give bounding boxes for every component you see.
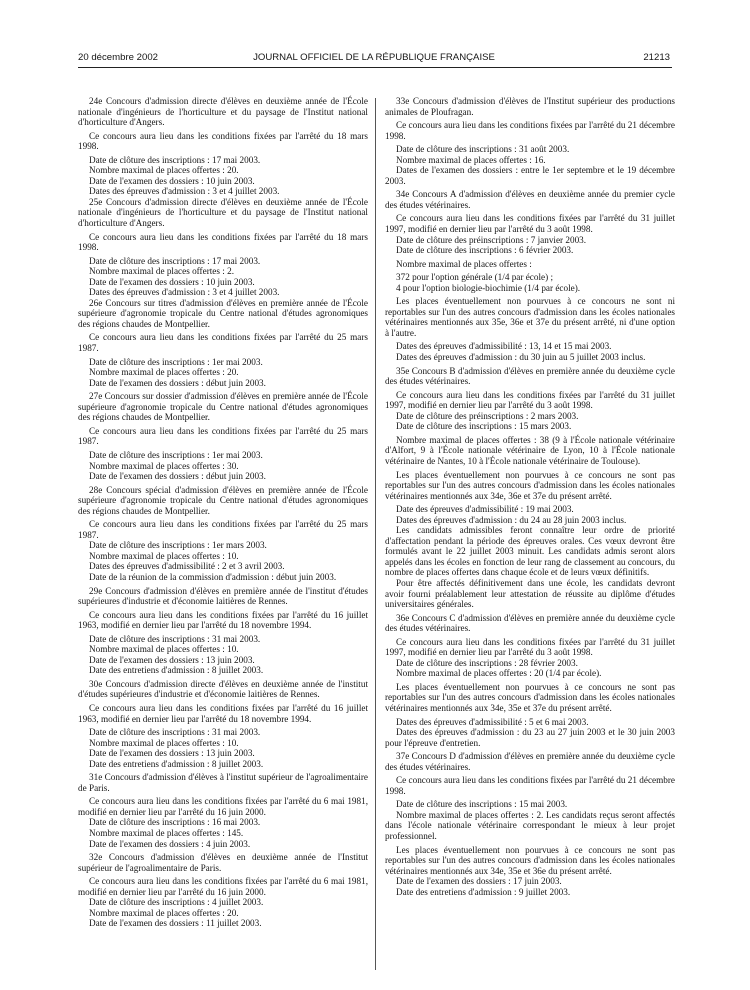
paragraph: Date des entretiens d'admission : 9 juillet 2003. xyxy=(396,886,571,897)
paragraph: Nombre maximal de places offertes : 16. xyxy=(396,154,546,165)
paragraph: 34e Concours A d'admission d'élèves en deuxième année du premier cycle des études vétérinaires. xyxy=(385,189,675,210)
paragraph: 24e Concours d'admission directe d'élèves en deuxième année de l'École nationale d'ingénieurs de l'horticulture et du paysage de l'Institut national d'horticulture d'Angers. xyxy=(78,96,368,128)
paragraph: 33e Concours d'admission d'élèves de l'Institut supérieur des productions animales de Ploufragan. xyxy=(385,96,675,117)
paragraph: Date de clôture des inscriptions : 4 juillet 2003. xyxy=(89,897,264,908)
paragraph: Nombre maximal de places offertes : 30. xyxy=(89,460,239,471)
paragraph: Dates des épreuves d'admissibilité : 2 et 3 avril 2003. xyxy=(89,561,285,572)
paragraph: Date de clôture des inscriptions : 15 mars 2003. xyxy=(396,421,572,432)
paragraph: Les places éventuellement non pourvues à ce concours ne sont pas reportables sur l'un des autres concours d'admission dans les écoles nationales vétérinaires mentionnés aux 34e, 35e et 36e du présent arrêté. xyxy=(385,844,675,876)
paragraph: Ce concours aura lieu dans les conditions fixées par l'arrêté du 6 mai 1981, modifié en dernier lieu par l'arrêté du 16 juin 2000. xyxy=(78,876,368,897)
paragraph: Date de clôture des inscriptions : 28 février 2003. xyxy=(396,657,578,668)
paragraph: 37e Concours D d'admission d'élèves en première année du deuxième cycle des études vétérinaires. xyxy=(385,751,675,772)
paragraph: Nombre maximal de places offertes : 2. xyxy=(89,266,234,277)
paragraph: Date de l'examen des dossiers : 11 juillet 2003. xyxy=(89,918,262,929)
paragraph: Ce concours aura lieu dans les conditions fixées par l'arrêté du 25 mars 1987. xyxy=(78,519,368,540)
paragraph: Ce concours aura lieu dans les conditions fixées par l'arrêté du 16 juillet 1963, modifié en dernier lieu par l'arrêté du 18 novembre 1994. xyxy=(78,702,368,724)
paragraph: Date de l'examen des dossiers : 4 juin 2003. xyxy=(89,838,251,849)
paragraph: Nombre maximal de places offertes : 2. Les candidats reçus seront affectés dans l'école nationale vétérinaire correspondant le mieux à leur projet professionnel. xyxy=(385,809,675,841)
paragraph: Date de l'examen des dossiers : début juin 2003. xyxy=(89,471,266,482)
paragraph: Les places éventuellement non pourvues à ce concours ne sont pas reportables sur l'un des autres concours d'admission dans les écoles nationales vétérinaires mentionnés aux 34e, 36e et 37e du présent arrêté. xyxy=(385,469,675,501)
paragraph: Ce concours aura lieu dans les conditions fixées par l'arrêté du 18 mars 1998. xyxy=(78,130,368,152)
page-header xyxy=(78,52,670,66)
paragraph: 36e Concours C d'admission d'élèves en première année du deuxième cycle des études vétérinaires. xyxy=(385,612,675,634)
paragraph: Les candidats admissibles feront connaître leur ordre de priorité d'affectation pendant la période des épreuves orales. Ces vœux devront être formulés avant le 22 juillet 2003 minuit. Les candidats admis seront alors appelés dans les écoles en fonction de leur rang de classement au concours, du nombre de places offertes dans chaque école et de leurs vœux définitifs. xyxy=(385,525,675,578)
paragraph: Date des entretiens d'admission : 8 juillet 2003. xyxy=(89,665,264,676)
paragraph: Ce concours aura lieu dans les conditions fixées par l'arrêté du 31 juillet 1997, modifié en dernier lieu par l'arrêté du 3 août 1998. xyxy=(385,213,675,235)
journal-title: JOURNAL OFFICIEL DE LA RÉPUBLIQUE FRANÇAISE xyxy=(253,52,495,63)
paragraph: Date de clôture des inscriptions : 16 mai 2003. xyxy=(89,817,261,828)
paragraph: Ce concours aura lieu dans les conditions fixées par l'arrêté du 6 mai 1981, modifié en dernier lieu par l'arrêté du 16 juin 2000. xyxy=(78,796,368,817)
paragraph: Dates des épreuves d'admission : du 23 au 27 juin 2003 et le 30 juin 2003 pour l'épreuve d'entretien. xyxy=(385,727,675,748)
paragraph: 30e Concours d'admission directe d'élèves en deuxième année de l'institut d'études supérieures d'industrie et d'économie laitières de Rennes. xyxy=(78,678,368,700)
paragraph: Date de l'examen des dossiers : 17 juin 2003. xyxy=(396,876,562,887)
paragraph: Nombre maximal de places offertes : 10. xyxy=(89,644,239,655)
paragraph: Pour être affectés définitivement dans une école, les candidats devront avoir fourni préalablement leur attestation de réussite au diplôme d'études universitaires générales. xyxy=(385,577,675,610)
page-number: 21213 xyxy=(643,52,670,63)
paragraph: 28e Concours spécial d'admission d'élèves en première année de l'École supérieure d'agronomie tropicale du Centre national d'études agronomiques des régions chaudes de Montpellier. xyxy=(78,484,368,516)
paragraph: Dates de l'examen des dossiers : entre le 1er septembre et le 19 décembre 2003. xyxy=(385,165,675,186)
paragraph: Date de clôture des inscriptions : 1er mai 2003. xyxy=(89,356,263,367)
paragraph: 4 pour l'option biologie-biochimie (1/4 par école). xyxy=(396,282,581,293)
header-rule xyxy=(78,67,672,68)
paragraph: Les places éventuellement non pourvues à ce concours ne sont ni reportables sur l'un des autres concours d'admission dans les écoles nationales vétérinaires mentionnés aux 35e, 36e et 37e du présent arrêté, ni d'une option à l'autre. xyxy=(385,296,675,338)
paragraph: 27e Concours sur dossier d'admission d'élèves en première année de l'École supérieure d'agronomie tropicale du Centre national d'études agronomiques des régions chaudes de Montpellier. xyxy=(78,391,368,423)
paragraph: 25e Concours d'admission directe d'élèves en deuxième année de l'École nationale d'ingénieurs de l'horticulture et du paysage de l'Institut national d'horticulture d'Angers. xyxy=(78,196,368,229)
paragraph: Date de la réunion de la commission d'admission : début juin 2003. xyxy=(89,571,337,582)
paragraph: Ce concours aura lieu dans les conditions fixées par l'arrêté du 16 juillet 1963, modifié en dernier lieu par l'arrêté du 18 novembre 1994. xyxy=(78,609,368,631)
paragraph: 26e Concours sur titres d'admission d'élèves en première année de l'École supérieure d'agronomie tropicale du Centre national d'études agronomiques des régions chaudes de Montpellier. xyxy=(78,297,368,329)
paragraph: Dates des épreuves d'admissibilité : 13, 14 et 15 mai 2003. xyxy=(396,341,612,352)
paragraph: 35e Concours B d'admission d'élèves en première année du deuxième cycle des études vétérinaires. xyxy=(385,365,675,387)
paragraph: Ce concours aura lieu dans les conditions fixées par l'arrêté du 31 juillet 1997, modifié en dernier lieu par l'arrêté du 3 août 1998. xyxy=(385,636,675,658)
paragraph: Ce concours aura lieu dans les conditions fixées par l'arrêté du 25 mars 1987. xyxy=(78,425,368,447)
paragraph: Dates des épreuves d'admission : 3 et 4 juillet 2003. xyxy=(89,287,280,298)
paragraph: Ce concours aura lieu dans les conditions fixées par l'arrêté du 25 mars 1987. xyxy=(78,332,368,354)
paragraph: Nombre maximal de places offertes : 20 (1/4 par école). xyxy=(396,668,602,679)
paragraph: 29e Concours d'admission d'élèves en première année de l'institut d'études supérieures d'industrie et d'économie laitières de Rennes. xyxy=(78,585,368,607)
paragraph: 372 pour l'option générale (1/4 par école) ; xyxy=(396,272,554,283)
left-column xyxy=(78,96,368,929)
paragraph: Les places éventuellement non pourvues à ce concours ne sont pas reportables sur l'un des autres concours d'admission dans les écoles nationales vétérinaires mentionnés aux 34e, 35e et 37e du présent arrêté. xyxy=(385,681,675,713)
paragraph: Date de clôture des inscriptions : 31 mai 2003. xyxy=(89,633,261,644)
paragraph: Nombre maximal de places offertes : 20. xyxy=(89,165,239,176)
paragraph: Nombre maximal de places offertes : 10. xyxy=(89,737,239,748)
paragraph: Nombre maximal de places offertes : 38 (9 à l'École nationale vétérinaire d'Alfort, 9 à l'École nationale vétérinaire de Lyon, 10 à l'École nationale vétérinaire de Nantes, 10 à l'École nationale vétérinaire de Toulouse). xyxy=(385,434,675,466)
paragraph: Date de l'examen des dossiers : 13 juin 2003. xyxy=(89,654,255,665)
paragraph: Date de clôture des inscriptions : 1er mars 2003. xyxy=(89,540,267,551)
paragraph: Ce concours aura lieu dans les conditions fixées par l'arrêté du 31 juillet 1997, modifié en dernier lieu par l'arrêté du 3 août 1998. xyxy=(385,389,675,411)
paragraph: Date de clôture des inscriptions : 15 mai 2003. xyxy=(396,799,568,810)
paragraph: Date de l'examen des dossiers : début juin 2003. xyxy=(89,377,266,388)
paragraph: Date de clôture des inscriptions : 6 février 2003. xyxy=(396,245,574,256)
paragraph: Date de clôture des préinscriptions : 7 janvier 2003. xyxy=(396,234,587,245)
paragraph: Date des entretiens d'admission : 8 juillet 2003. xyxy=(89,758,264,769)
paragraph: Ce concours aura lieu dans les conditions fixées par l'arrêté du 21 décembre 1998. xyxy=(385,120,675,141)
paragraph: Date de clôture des inscriptions : 17 mai 2003. xyxy=(89,255,261,266)
paragraph: Date de clôture des inscriptions : 17 mai 2003. xyxy=(89,154,261,165)
paragraph: Nombre maximal de places offertes : 10. xyxy=(89,550,239,561)
paragraph: Ce concours aura lieu dans les conditions fixées par l'arrêté du 18 mars 1998. xyxy=(78,231,368,253)
column-divider xyxy=(375,98,376,970)
paragraph: Nombre maximal de places offertes : 20. xyxy=(89,907,239,918)
right-column xyxy=(385,96,675,897)
paragraph: Ce concours aura lieu dans les conditions fixées par l'arrêté du 21 décembre 1998. xyxy=(385,775,675,796)
paragraph: Date des épreuves d'admissibilité : 19 mai 2003. xyxy=(396,504,574,515)
paragraph: Date de clôture des inscriptions : 1er mai 2003. xyxy=(89,449,263,460)
paragraph: Nombre maximal de places offertes : xyxy=(396,258,532,269)
paragraph: Date de l'examen des dossiers : 13 juin 2003. xyxy=(89,748,255,759)
paragraph: Dates des épreuves d'admission : du 24 au 28 juin 2003 inclus. xyxy=(396,514,627,525)
paragraph: Dates des épreuves d'admission : 3 et 4 juillet 2003. xyxy=(89,186,280,197)
paragraph: Nombre maximal de places offertes : 145. xyxy=(89,828,244,838)
paragraph: Date de clôture des inscriptions : 31 août 2003. xyxy=(396,144,570,155)
paragraph: Date de clôture des inscriptions : 31 mai 2003. xyxy=(89,727,261,738)
paragraph: Dates des épreuves d'admissibilité : 5 et 6 mai 2003. xyxy=(396,716,589,727)
paragraph: Nombre maximal de places offertes : 20. xyxy=(89,367,239,378)
paragraph: 32e Concours d'admission d'élèves en deuxième année de l'Institut supérieur de l'agroalimentaire de Paris. xyxy=(78,852,368,873)
paragraph: Dates des épreuves d'admission : du 30 juin au 5 juillet 2003 inclus. xyxy=(396,352,646,363)
paragraph: Date de l'examen des dossiers : 10 juin 2003. xyxy=(89,276,255,287)
paragraph: Date de clôture des préinscriptions : 2 mars 2003. xyxy=(396,410,579,421)
header-date: 20 décembre 2002 xyxy=(78,52,159,63)
paragraph: 31e Concours d'admission d'élèves à l'institut supérieur de l'agroalimentaire de Paris. xyxy=(78,772,368,793)
paragraph: Date de l'examen des dossiers : 10 juin 2003. xyxy=(89,175,255,186)
